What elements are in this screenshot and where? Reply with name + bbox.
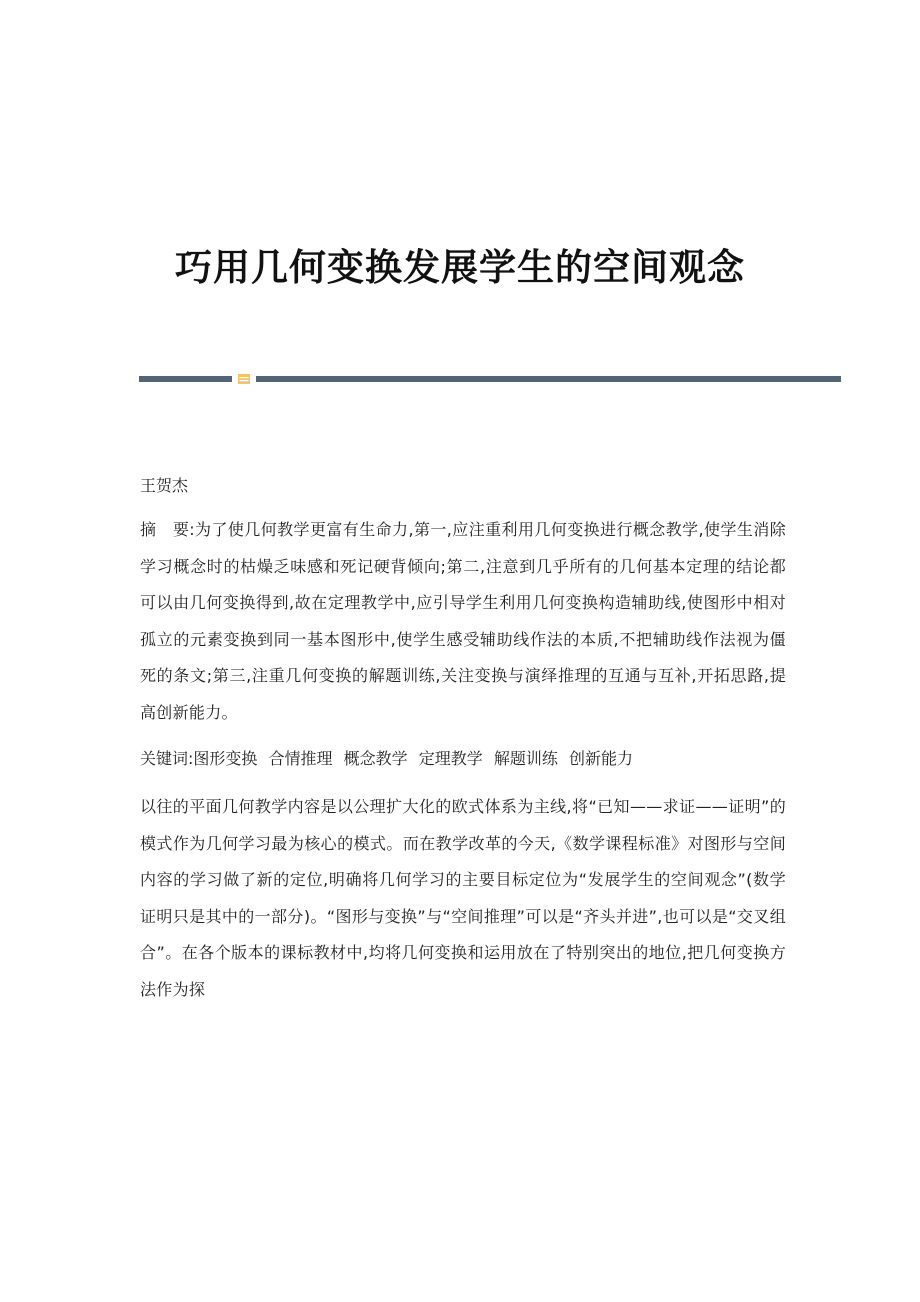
keywords-label: 关键词:: [140, 749, 194, 768]
title-divider: [139, 374, 841, 384]
keyword: 概念教学: [343, 749, 408, 768]
divider-ornament-icon: [238, 374, 250, 384]
author-name: 王贺杰: [140, 476, 189, 495]
keyword: 图形变换: [193, 749, 258, 768]
document-title: 巧用几何变换发展学生的空间观念: [175, 244, 745, 289]
keyword: 解题训练: [493, 749, 558, 768]
keyword: 定理教学: [418, 749, 483, 768]
keyword: 创新能力: [568, 749, 633, 768]
abstract-paragraph: 摘 要:为了使几何教学更富有生命力,第一,应注重利用几何变换进行概念教学,使学生消除学习概念时的枯燥乏味感和死记硬背倾向;第二,注意到几乎所有的几何基本定理的结论都可以由几何变换得到,故在定理教学中,应引导学生利用几何变换构造辅助线,使图形中相对孤立的元素变换到同一基本图形中,使学生感受辅助线作法的本质,不把辅助线作法视为僵死的条文;第三,注重几何变换的解题训练,关注变换与演绎推理的互通与互补,开拓思路,提高创新能力。: [140, 520, 786, 722]
divider-bar-right: [256, 376, 841, 382]
document-body: [140, 470, 786, 1018]
keyword: 合情推理: [268, 749, 333, 768]
keywords-line: [140, 741, 786, 777]
body-paragraph: 以往的平面几何教学内容是以公理扩大化的欧式体系为主线,将“已知——求证——证明”的模式作为几何学习最为核心的模式。而在教学改革的今天,《数学课程标准》对图形与空间内容的学习做了新的定位,明确将几何学习的主要目标定位为“发展学生的空间观念”(数学证明只是其中的一部分)。“图形与变换”与“空间推理”可以是“齐头并进”,也可以是“交叉组合”。在各个版本的课标教材中,均将几何变换和运用放在了特别突出的地位,把几何变换方法作为探: [140, 797, 786, 999]
divider-bar-left: [139, 376, 232, 382]
